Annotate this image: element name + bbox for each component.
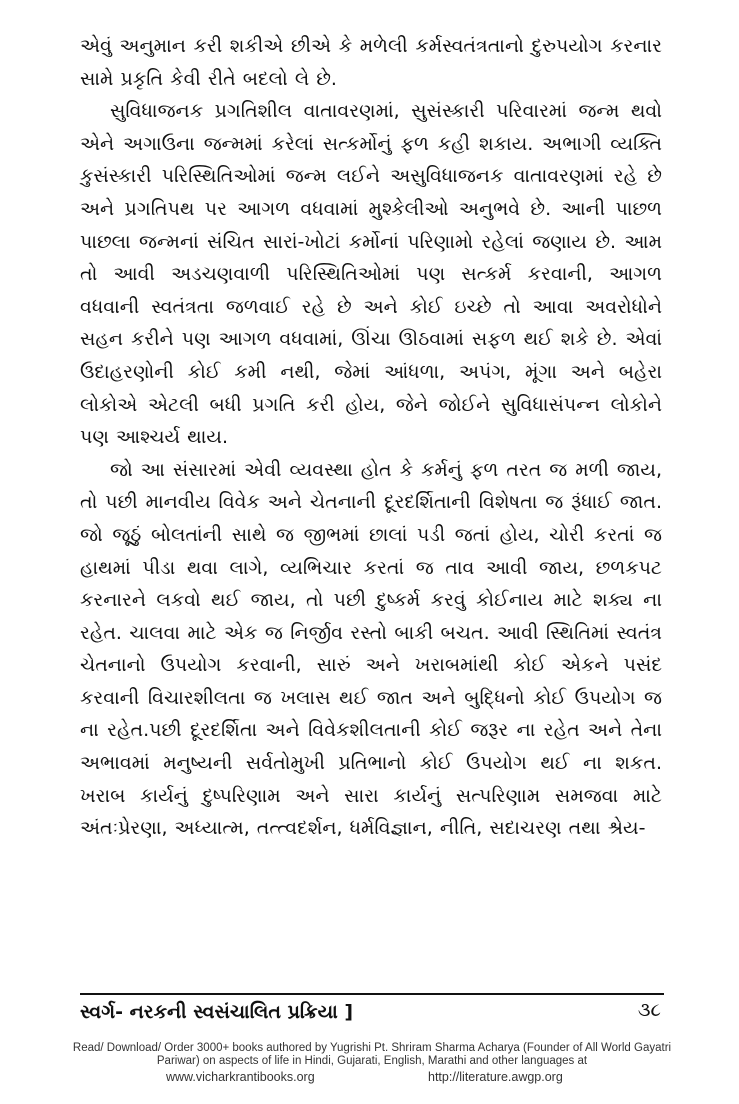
publisher-note: Read/ Download/ Order 3000+ books authored by Yugrishi Pt. Shriram Sharma Acharya (Founder of All World Gayatri Pariwar) on aspects of life in Hindi, Gujarati, English, Marathi and other languages at [72,1042,672,1067]
page-number: ૩૮ [637,999,661,1021]
link-vicharkrantibooks[interactable]: www.vicharkrantibooks.org [166,1070,315,1084]
paragraph-3: જો આ સંસારમાં એવી વ્યવસ્થા હોત કે કર્મનું ફળ તરત જ મળી જાય, તો પછી માનવીય વિવેક અને ચેતનાની દૂરદર્શિતાની વિશેષતા જ રૂંધાઈ જાત. જો જૂઠું બોલતાંની સાથે જ જીભમાં છાલાં પડી જતાં હોય, ચોરી કરતાં જ હાથમાં પીડા થવા લાગે, વ્યભિચાર કરતાં જ તાવ આવી જાય, છળકપટ કરનારને લકવો થઈ જાય, તો પછી દુષ્કર્મ કરવું કોઈનાય માટે શક્ય ના રહેત. ચાલવા માટે એક જ નિર્જીવ રસ્તો બાકી બચત. આવી સ્થિતિમાં સ્વતંત્ર ચેતનાનો ઉપયોગ કરવાની, સારું અને ખરાબમાંથી કોઈ એકને પસંદ કરવાની વિચારશીલતા જ ખલાસ થઈ જાત અને બુદ્ધિનો કોઈ ઉપયોગ જ ના રહેત.પછી દૂરદર્શિતા અને વિવેકશીલતાની કોઈ જરૂર ના રહેત અને તેના અભાવમાં મનુષ્યની સર્વતોમુખી પ્રતિભાનો કોઈ ઉપયોગ થઈ ના શકત. ખરાબ કાર્યનું દુષ્પરિણામ અને સારા કાર્યનું સત્પરિણામ સમજવા માટે અંતઃપ્રેરણા, અધ્યાત્મ, તત્ત્વદર્શન, ધર્મવિજ્ઞાન, નીતિ, સદાચરણ તથા શ્રેય- [80,458,662,840]
paragraph-1: એવું અનુમાન કરી શકીએ છીએ કે મળેલી કર્મસ્વતંત્રતાનો દુરુપયોગ કરનાર સામે પ્રકૃતિ કેવી રીતે બદલો લે છે. [80,35,662,90]
footer-divider [80,993,664,995]
body-text [80,30,662,845]
link-literature-awgp[interactable]: http://literature.awgp.org [428,1070,563,1084]
paragraph-2: સુવિધાજનક પ્રગતિશીલ વાતાવરણમાં, સુસંસ્કારી પરિવારમાં જન્મ થવો એને અગાઉના જન્મમાં કરેલાં સત્કર્મોનું ફળ કહી શકાય. અભાગી વ્યક્તિ કુસંસ્કારી પરિસ્થિતિઓમાં જન્મ લઈને અસુવિધાજનક વાતાવરણમાં રહે છે અને પ્રગતિપથ પર આગળ વધવામાં મુશ્કેલીઓ અનુભવે છે. આની પાછળ પાછલા જન્મનાં સંચિત સારાં-ખોટાં કર્મોનાં પરિણામો રહેલાં જણાય છે. આમ તો આવી અડચણવાળી પરિસ્થિતિઓમાં પણ સત્કર્મ કરવાની, આગળ વધવાની સ્વતંત્રતા જળવાઈ રહે છે અને કોઈ ઇચ્છે તો આવા અવરોધોને સહન કરીને પણ આગળ વધવામાં, ઊંચા ઊઠવામાં સફળ થઈ શકે છે. એવાં ઉદાહરણોની કોઈ કમી નથી, જેમાં આંધળા, અપંગ, મૂંગા અને બહેરા લોકોએ એટલી બધી પ્રગતિ કરી હોય, જેને જોઈને સુવિધાસંપન્ન લોકોને પણ આશ્ચર્ય થાય. [80,100,662,449]
running-footer-title: સ્વર્ગ- નરકની સ્વસંચાલિત પ્રક્રિયા ] [80,1001,354,1023]
